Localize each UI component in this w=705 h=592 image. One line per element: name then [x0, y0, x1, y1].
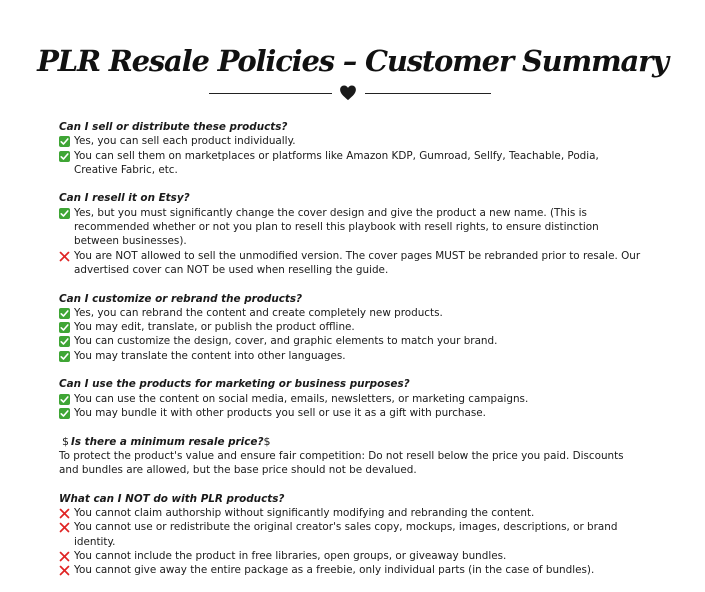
item-text: You can sell them on marketplaces or platforms like Amazon KDP, Gumroad, Sellfy, Teachable, Podia, Creative Fabric, etc. — [74, 149, 599, 176]
page-title: PLR Resale Policies – Customer Summary — [37, 44, 668, 78]
policy-section — [59, 435, 644, 478]
permission-item — [59, 149, 644, 178]
restriction-item — [59, 563, 644, 577]
item-text: You may bundle it with other products you sell or use it as a gift with purchase. — [74, 406, 486, 419]
section-question — [59, 435, 644, 449]
permission-item — [59, 349, 644, 363]
policy-section — [59, 191, 644, 277]
policy-text — [59, 449, 644, 478]
item-text: You are NOT allowed to sell the unmodified version. The cover pages MUST be rebranded prior to resale. Our advertised cover can NOT be used when reselling the guide. — [74, 249, 641, 276]
restriction-item — [59, 549, 644, 563]
check-mark-icon — [59, 351, 70, 362]
policy-content — [59, 120, 644, 592]
item-text: You may edit, translate, or publish the product offline. — [74, 321, 355, 334]
check-mark-icon — [59, 408, 70, 419]
item-text: You cannot give away the entire package as a freebie, only individual parts (in the case of bundles). — [74, 564, 595, 577]
question-text: Is there a minimum resale price? — [71, 435, 264, 448]
restriction-item — [59, 249, 644, 278]
permission-item — [59, 320, 644, 334]
item-text: You may translate the content into other languages. — [74, 349, 346, 362]
restriction-item — [59, 520, 644, 549]
heart-icon — [339, 84, 357, 102]
dollar-sign-icon: $ — [62, 434, 69, 448]
check-mark-icon — [59, 394, 70, 405]
item-text: You can customize the design, cover, and graphic elements to match your brand. — [74, 335, 498, 348]
cross-mark-icon — [59, 565, 70, 576]
cross-mark-icon — [59, 551, 70, 562]
section-question: Can I resell it on Etsy? — [59, 192, 190, 205]
check-mark-icon — [59, 136, 70, 147]
divider-line-right — [365, 93, 491, 94]
check-mark-icon — [59, 308, 70, 319]
item-text: You can use the content on social media, emails, newsletters, or marketing campaigns. — [74, 392, 529, 405]
permission-item — [59, 306, 644, 320]
section-question: Can I sell or distribute these products? — [59, 121, 288, 133]
cross-mark-icon — [59, 508, 70, 519]
item-text: Yes, you can sell each product individually. — [74, 135, 296, 148]
section-question: What can I NOT do with PLR products? — [59, 492, 285, 505]
dollar-sign-icon: $ — [263, 434, 271, 448]
check-mark-icon — [59, 336, 70, 347]
permission-item — [59, 134, 644, 148]
item-text: Yes, you can rebrand the content and create completely new products. — [74, 306, 443, 319]
cross-mark-icon — [59, 251, 70, 262]
title-divider — [0, 82, 705, 104]
policy-section — [59, 492, 644, 578]
cross-mark-icon — [59, 522, 70, 533]
item-text: You cannot use or redistribute the original creator's sales copy, mockups, images, descriptions, or brand identity. — [74, 521, 618, 548]
item-text: You cannot include the product in free libraries, open groups, or giveaway bundles. — [74, 549, 507, 562]
item-text: Yes, but you must significantly change the cover design and give the product a new name. (This is recommended whether or not you plan to resell this playbook with resell rights, to ensure distinction between businesses). — [74, 206, 599, 248]
section-question: Can I use the products for marketing or business purposes? — [59, 378, 410, 391]
policy-section — [59, 292, 644, 363]
permission-item — [59, 392, 644, 406]
item-text: To protect the product's value and ensure fair competition: Do not resell below the price you paid. Discounts and bundles are allowed, but the base price should not be devalued. — [59, 449, 624, 477]
policy-section — [59, 377, 644, 420]
check-mark-icon — [59, 322, 70, 333]
restriction-item — [59, 506, 644, 520]
check-mark-icon — [59, 151, 70, 162]
permission-item — [59, 206, 644, 249]
permission-item — [59, 406, 644, 420]
policy-section — [59, 120, 644, 177]
item-text: You cannot claim authorship without significantly modifying and rebranding the content. — [74, 507, 535, 520]
permission-item — [59, 334, 644, 348]
check-mark-icon — [59, 208, 70, 219]
divider-line-left — [209, 93, 332, 94]
section-question: Can I customize or rebrand the products? — [59, 292, 303, 305]
